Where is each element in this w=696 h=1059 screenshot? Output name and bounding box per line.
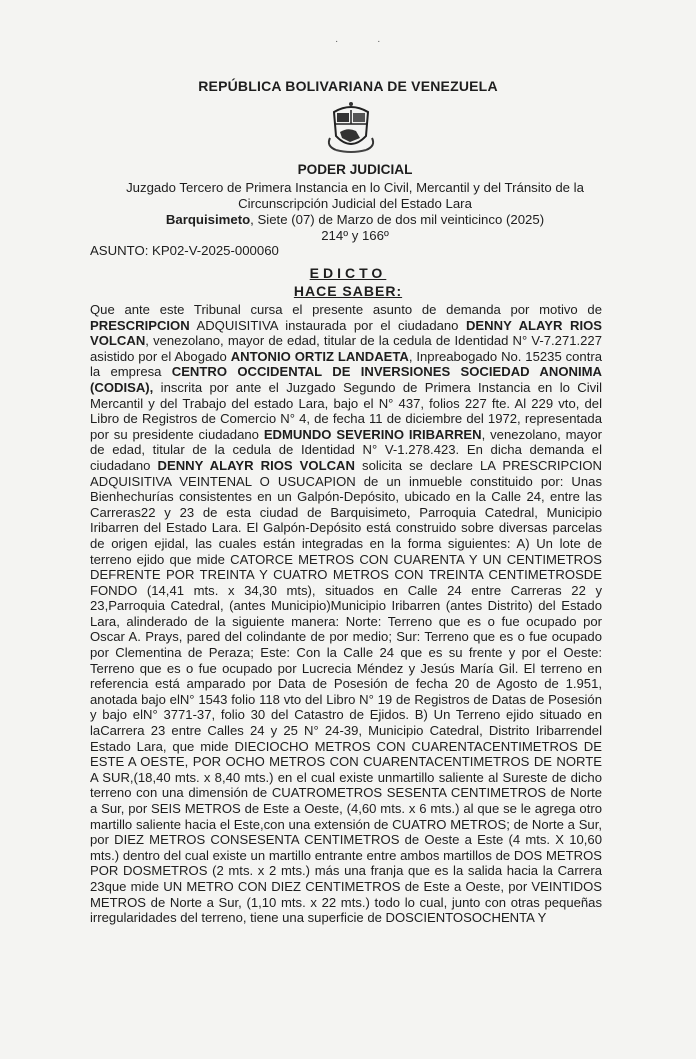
branch-title: PODER JUDICIAL (297, 162, 413, 177)
court-line-2: Circunscripción Judicial del Estado Lara (238, 196, 472, 211)
court-header (60, 162, 650, 244)
edicto-title: EDICTO (309, 265, 387, 281)
body-text-7: solicita se declare LA PRESCRIPCION ADQUISITIVA VEINTENAL O USUCAPION de un inmueble constituido por: Unas Bienhechurías consistentes en un Galpón-Depósito, ubicado en la Calle 24, entre las Carreras22 y 23 de esta ciudad de Barquisimeto, Parroquia Catedral, Municipio Iribarren del Estado Lara. El Galpón-Depósito está construido sobre diversas parcelas de origen ejidal, las cuales están integradas en la forma siguientes: A) Un lote de terreno ejido que mide CATORCE METROS CON CUARENTA Y UN CENTIMETROS DEFRENTE POR TREINTA Y CUATRO METROS CON TREINTA CENTIMETROSDE FONDO (14,41 mts. x 34,30 mts), situados en Calle 24 entre Carreras 22 y 23,Parroquia Catedral, (antes Municipio)Municipio Iribarren (antes Distrito) del Estado Lara, alinderado de la siguiente manera: Norte: Terreno que es o fue ocupado por Oscar A. Prays, pared del colindante de por medio; Sur: Terreno que es o fue ocupado por Clementina de Peraza; Este: Con la Calle 24 que es su frente y por el Oeste: Terreno que es o fue ocupado por Lucrecia Méndez y Jesús María Gil. El terreno en referencia está amparado por Data de Posesión de fecha 20 de Agosto de 1.951, anotada bajo elN° 1543 folio 118 vto del Libro N° 19 de Registros de Datas de Posesión y bajo elN° 3771-37, folio 30 del Catastro de Ejidos. B) Un Terreno ejido situado en laCarrera 23 entre Calles 24 y 25 N° 24-39, Municipio Catedral, Distrito Iribarrendel Estado Lara, que mide DIECIOCHO METROS CON CUARENTACENTIMETROS DE ESTE A OESTE, POR OCHO METROS CON CUARENTACENTIMETROS DE NORTE A SUR,(18,40 mts. x 8,40 mts.) en el cual existe unmartillo saliente al Sureste de dicho terreno con una dimensión de CUATROMETROS SESENTA CENTIMETROS de Norte a Sur, por SEIS METROS de Este a Oeste, (4,60 mts. x 6 mts.) al que se le agrega otro martillo saliente hacia el Este,con una extensión de CUATRO METROS; de Norte a Sur, por DIEZ METROS CONSESENTA CENTIMETROS de Oeste a Este (4 mts. X 10,60 mts.) dentro del cual existe un martillo entrante entre ambos martillos de DOS METROS POR DOSMETROS (2 mts. x 2 mts.) más una franja que es la salida hacia la Carrera 23que mide UN METRO CON DIEZ CENTIMETROS de Este a Oeste, por VEINTIDOS METROS de Norte a Sur, (1,10 mts. x 22 mts.) todo lo cual, junto con otras pequeñas irregularidades del terreno, tiene una superficie de DOSCIENTOSOCHENTA Y (90, 457, 603, 926)
edict-body (90, 302, 602, 926)
scan-specks: · · (335, 36, 399, 47)
body-text-5: inscrita por ante el Juzgado Segundo de Primera Instancia en lo Civil Mercantil y del Trabajo del estado Lara, bajo el N° 437, folios 227 fte. Al 229 vto, del Libro de Registros de Comercio N° 4, de fecha 11 de diciembre del 1972, representada por su presidente ciudadano (90, 379, 602, 442)
body-text-1: Que ante este Tribunal cursa el presente asunto de demanda por motivo de (90, 302, 602, 317)
attorney-name: ANTONIO ORTIZ LANDAETA (230, 348, 409, 364)
date-text: , Siete (07) de Marzo de dos mil veinticinco (2025) (250, 212, 545, 227)
court-line-1: Juzgado Tercero de Primera Instancia en lo Civil, Mercantil y del Tránsito de la (126, 180, 584, 195)
body-text-6: , venezolano, mayor de edad, titular de la cedula de Identidad N° V-1.278.423. En dicha demanda el ciudadano (90, 426, 602, 473)
city: Barquisimeto (165, 212, 251, 227)
body-text-4: , Inpreabogado No. 15235 contra la empresa (90, 348, 602, 380)
republic-heading: REPÚBLICA BOLIVARIANA DE VENEZUELA (198, 78, 498, 94)
years-line: 214º y 166º (321, 228, 389, 243)
case-number: ASUNTO: KP02-V-2025-000060 (90, 243, 279, 258)
president-name: EDMUNDO SEVERINO IRIBARREN (263, 426, 482, 442)
plaintiff-name: DENNY ALAYR RIOS VOLCAN (90, 317, 603, 349)
defendant-company: CENTRO OCCIDENTAL DE INVERSIONES SOCIEDAD ANONIMA (CODISA), (90, 364, 602, 395)
coat-of-arms-seal (322, 98, 380, 156)
hace-saber-heading: HACE SABER: (293, 283, 403, 299)
plaintiff-name-2: DENNY ALAYR RIOS VOLCAN (157, 457, 355, 473)
body-text-2: ADQUISITIVA instaurada por el ciudadano (189, 317, 466, 333)
body-bold-1: PRESCRIPCION (90, 317, 190, 333)
body-text-3: , venezolano, mayor de edad, titular de la cedula de Identidad N° V-7.271.227 asistido por el Abogado (90, 333, 602, 364)
date-line (60, 212, 650, 228)
